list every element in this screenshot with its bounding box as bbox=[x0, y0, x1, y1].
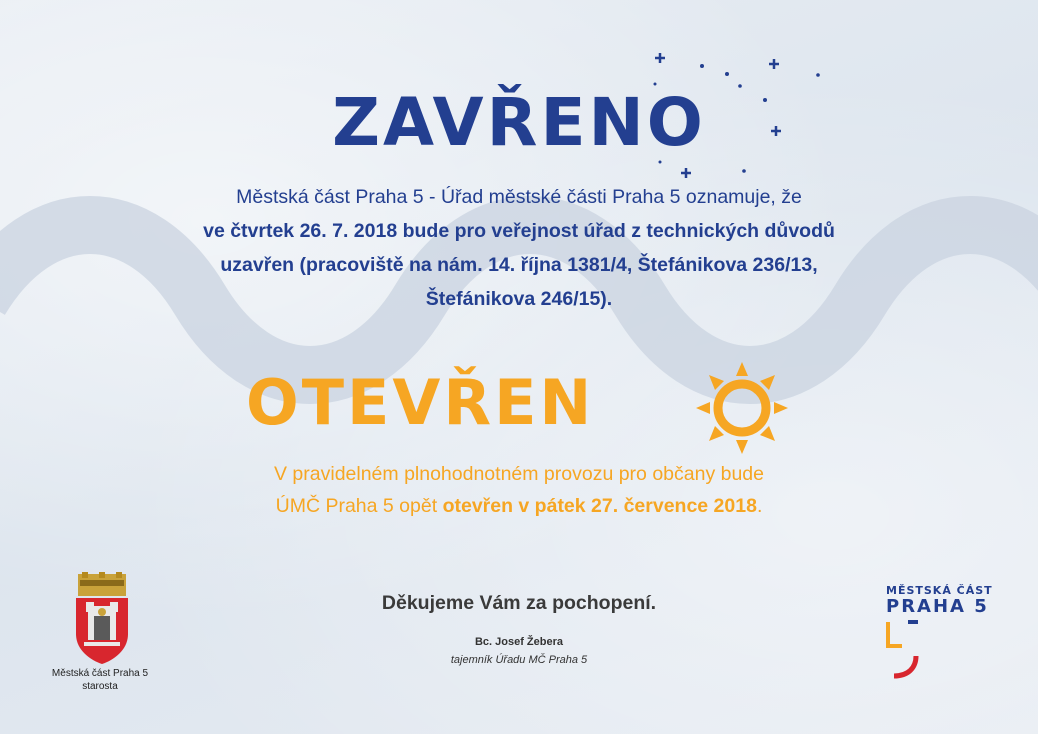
open-line-2 bbox=[0, 490, 1038, 522]
coat-caption-line-1: Městská část Praha 5 bbox=[51, 668, 149, 679]
open-line-2-prefix: ÚMČ Praha 5 opět bbox=[275, 495, 443, 517]
open-heading-block bbox=[0, 360, 1038, 460]
signer-role: tajemník Úřadu MČ Praha 5 bbox=[450, 654, 588, 666]
logo-line-1: MĚSTSKÁ ČÁST bbox=[886, 584, 993, 597]
coat-caption bbox=[40, 667, 160, 693]
closed-heading: ZAVŘENO bbox=[332, 84, 706, 161]
closed-line-1: Městská část Praha 5 - Úřad městské části Praha 5 oznamuje, že bbox=[236, 186, 802, 208]
closed-line-4: Štefánikova 246/15). bbox=[425, 288, 613, 310]
coat-of-arms-icon bbox=[70, 572, 134, 664]
closed-line-3: uzavřen (pracoviště na nám. 14. října 1381/4, Štefánikova 236/13, bbox=[220, 254, 818, 276]
coat-caption-line-2: starosta bbox=[82, 681, 118, 692]
logo-line-2: PRAHA 5 bbox=[886, 596, 989, 617]
open-notice-text bbox=[0, 458, 1038, 522]
praha5-logo-mark-icon bbox=[880, 618, 926, 680]
closed-line-2: ve čtvrtek 26. 7. 2018 bude pro veřejnost úřad z technických důvodů bbox=[203, 220, 835, 242]
open-line-2-suffix: . bbox=[756, 495, 763, 517]
open-heading: OTEVŘEN bbox=[246, 366, 595, 439]
open-line-1: V pravidelném plnohodnotném provozu pro občany bude bbox=[274, 463, 764, 485]
open-date: otevřen v pátek 27. července 2018 bbox=[442, 495, 757, 517]
sun-icon bbox=[694, 360, 790, 456]
closed-notice-text bbox=[0, 180, 1038, 316]
thanks-message: Děkujeme Vám za pochopení. bbox=[381, 592, 657, 614]
signer-name: Bc. Josef Žebera bbox=[474, 636, 564, 648]
